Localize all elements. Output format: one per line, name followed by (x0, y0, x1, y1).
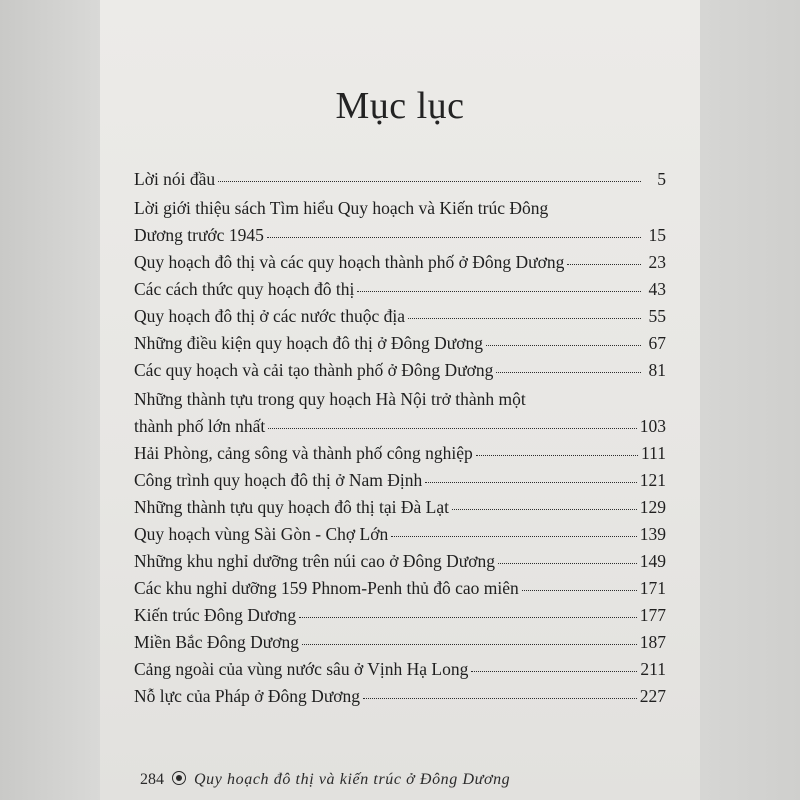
toc-entry-title-line: Kiến trúc Đông Dương (134, 605, 297, 625)
dot-leader (471, 670, 637, 672)
toc-entry-page-number: 139 (639, 524, 666, 544)
toc-entry-page-number: 103 (639, 416, 666, 436)
toc-entry-row (134, 575, 666, 602)
footer-book-title: Quy hoạch đô thị và kiến trúc ở Đông Dương (194, 771, 511, 788)
toc-entry-page-number: 43 (648, 279, 666, 299)
toc-entry-page-number: 5 (657, 169, 666, 189)
toc-entry-title-line: Quy hoạch vùng Sài Gòn - Chợ Lớn (134, 524, 389, 544)
toc-entry (134, 440, 666, 467)
toc-entry-title-line: Những khu nghỉ dưỡng trên núi cao ở Đông Dương (134, 551, 495, 571)
dot-leader (496, 371, 641, 373)
toc-entry-title-line: Những điều kiện quy hoạch đô thị ở Đông Dương (134, 333, 484, 353)
toc-entry-page-number: 227 (639, 686, 666, 706)
toc-entry-row (134, 166, 666, 193)
toc-entry-page-number: 171 (639, 578, 666, 598)
toc-entry-title-line: Các cách thức quy hoạch đô thị (134, 279, 355, 299)
dot-leader (486, 344, 641, 346)
dot-leader (268, 427, 637, 429)
toc-entry (134, 330, 666, 357)
toc-entry-row (134, 357, 666, 384)
toc-entry-page-number: 121 (639, 470, 666, 490)
dot-leader (567, 263, 641, 265)
page-footer (140, 770, 510, 789)
toc-entry-page-number: 23 (648, 252, 666, 272)
toc-entry-row (134, 330, 666, 357)
dot-leader (425, 481, 636, 483)
dot-leader (218, 180, 641, 182)
toc-entry-page-number: 187 (639, 632, 666, 652)
toc-entry-title-line: Cảng ngoài của vùng nước sâu ở Vịnh Hạ Long (134, 659, 469, 679)
toc-entry-title-line: Quy hoạch đô thị và các quy hoạch thành phố ở Đông Dương (134, 252, 565, 272)
toc-entry-title-line: Những thành tựu quy hoạch đô thị tại Đà Lạt (134, 497, 449, 517)
dot-leader (476, 454, 638, 456)
adjacent-page-edge-right (700, 0, 800, 800)
toc-entry (134, 629, 666, 656)
adjacent-page-edge-left (0, 0, 100, 800)
toc-entry (134, 467, 666, 494)
toc-entry-title-line: Lời giới thiệu sách Tìm hiểu Quy hoạch và Kiến trúc Đông (134, 198, 549, 218)
book-page (100, 0, 700, 800)
dot-leader (357, 290, 641, 292)
toc-entry-page-number: 81 (648, 360, 666, 380)
toc-entry-title-line: Công trình quy hoạch đô thị ở Nam Định (134, 470, 423, 490)
toc-entry (134, 521, 666, 548)
toc-entry-page-number: 67 (648, 333, 666, 353)
toc-entry-title-line: Quy hoạch đô thị ở các nước thuộc địa (134, 306, 405, 326)
page-title: Mục lục (335, 85, 465, 127)
toc-entry (134, 195, 666, 249)
flower-ornament-icon (172, 771, 186, 785)
toc-entry-title-line: Miền Bắc Đông Dương (134, 632, 300, 652)
toc-entry-row (134, 683, 666, 710)
toc-entry-page-number: 177 (639, 605, 666, 625)
toc-entry-title-line: thành phố lớn nhất (134, 416, 266, 436)
dot-leader (302, 643, 637, 645)
toc-entry-title-line: Dương trước 1945 (134, 225, 264, 245)
dot-leader (299, 616, 637, 618)
table-of-contents (134, 166, 666, 710)
toc-entry (134, 602, 666, 629)
toc-entry-row (134, 303, 666, 330)
toc-entry-page-number: 149 (639, 551, 666, 571)
toc-entry-page-number: 211 (640, 659, 666, 679)
toc-entry-title-line: Lời nói đầu (134, 169, 216, 189)
toc-entry (134, 357, 666, 384)
toc-entry-row (134, 629, 666, 656)
toc-entry-row (134, 602, 666, 629)
toc-entry-page-number: 15 (648, 225, 666, 245)
toc-entry-row (134, 521, 666, 548)
dot-leader (452, 508, 637, 510)
toc-entry (134, 303, 666, 330)
toc-entry (134, 683, 666, 710)
toc-entry-title-line: Nỗ lực của Pháp ở Đông Dương (134, 686, 361, 706)
toc-entry-row (134, 413, 666, 440)
toc-entry (134, 575, 666, 602)
toc-entry (134, 249, 666, 276)
toc-entry (134, 494, 666, 521)
toc-entry-page-number: 129 (639, 497, 666, 517)
toc-entry (134, 386, 666, 440)
dot-leader (267, 236, 641, 238)
dot-leader (522, 589, 637, 591)
toc-entry-page-number: 55 (648, 306, 666, 326)
toc-entry-row (134, 249, 666, 276)
footer-page-number: 284 (140, 771, 164, 788)
toc-entry (134, 276, 666, 303)
toc-entry-row (134, 467, 666, 494)
toc-entry-title-line: Những thành tựu trong quy hoạch Hà Nội trở thành một (134, 389, 526, 409)
dot-leader (363, 697, 637, 699)
dot-leader (408, 317, 641, 319)
toc-entry-row (134, 440, 666, 467)
dot-leader (498, 562, 637, 564)
toc-entry-title-line: Hải Phòng, cảng sông và thành phố công nghiệp (134, 443, 473, 463)
toc-entry (134, 656, 666, 683)
toc-entry-row (134, 276, 666, 303)
toc-entry-row (134, 494, 666, 521)
toc-entry-row (134, 222, 666, 249)
toc-entry-page-number: 111 (641, 443, 666, 463)
toc-entry-row (134, 656, 666, 683)
toc-entry (134, 166, 666, 193)
toc-entry-row (134, 548, 666, 575)
dot-leader (391, 535, 637, 537)
toc-entry-title-line: Các quy hoạch và cải tạo thành phố ở Đông Dương (134, 360, 494, 380)
toc-entry (134, 548, 666, 575)
toc-entry-title-line: Các khu nghỉ dưỡng 159 Phnom-Penh thủ đô cao miên (134, 578, 519, 598)
